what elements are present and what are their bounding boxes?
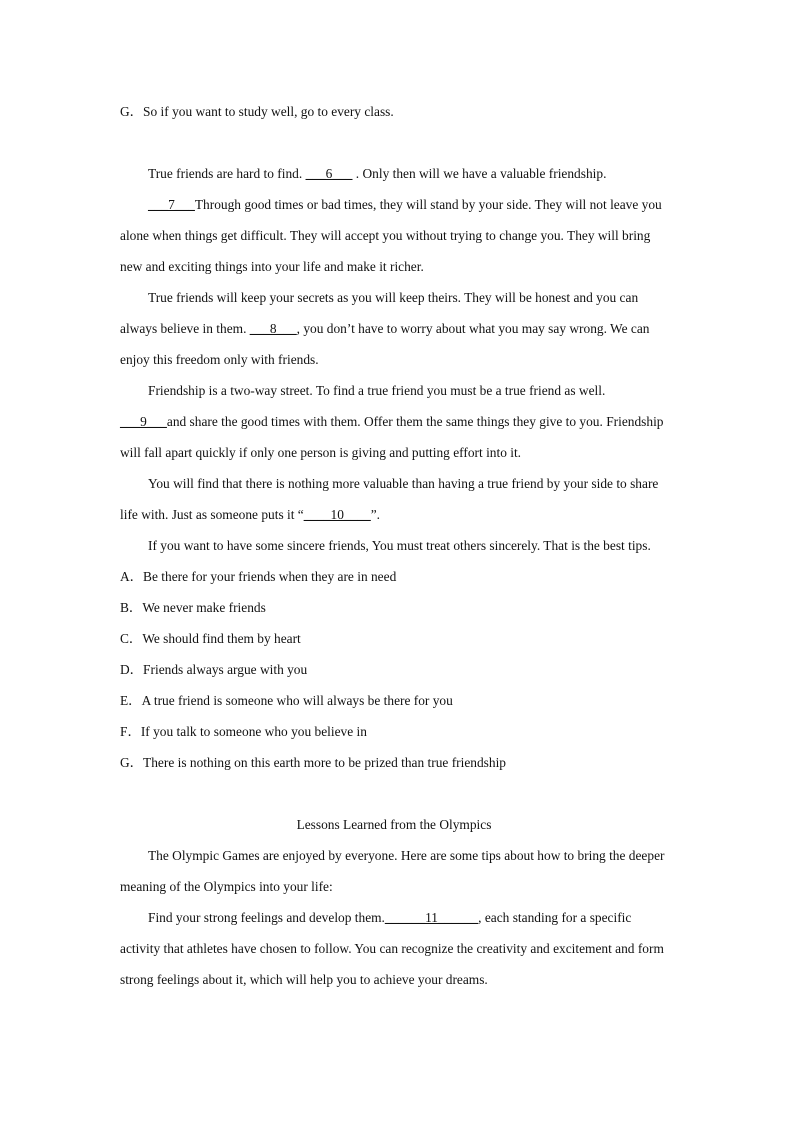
paragraph-6: If you want to have some sincere friends, You must treat others sincerely. That is the best tips.	[148, 538, 651, 553]
option-b: B．We never make friends	[120, 600, 266, 615]
text-segment: , you don’t have to worry about what you may say wrong. We can enjoy this freedom only with friends.	[120, 321, 650, 367]
blank-10: ____10____	[303, 507, 371, 522]
paragraph-1	[120, 158, 668, 189]
paragraph-3	[120, 282, 668, 375]
passage-olympics	[120, 809, 668, 995]
spacer	[120, 127, 668, 158]
option-a: A．Be there for your friends when they are in need	[120, 569, 397, 584]
document-page	[120, 96, 668, 995]
spacer	[120, 778, 668, 809]
option-c: C．We should find them by heart	[120, 631, 301, 646]
text-segment: . Only then will we have a valuable friendship.	[352, 166, 607, 181]
blank-11: ______11______	[384, 910, 479, 925]
blank-9: ___9___	[120, 414, 167, 429]
text-segment: True friends are hard to find.	[148, 166, 306, 181]
passage-title: Lessons Learned from the Olympics	[296, 817, 492, 832]
option-f: F．If you talk to someone who you believe in	[120, 724, 367, 739]
paragraph-5	[120, 468, 668, 530]
paragraph-2	[120, 189, 668, 282]
text-segment: Find your strong feelings and develop them.	[148, 910, 385, 925]
text-segment: You will find that there is nothing more valuable than having a true friend by your side to share life with. Just as someone puts it “	[120, 476, 659, 522]
option-g: G．There is nothing on this earth more to be prized than true friendship	[120, 755, 506, 770]
text-segment: and share the good times with them. Offer them the same things they give to you. Friendship will fall apart quickly if only one person is giving and putting effort into it.	[120, 414, 664, 460]
option-d: D．Friends always argue with you	[120, 662, 308, 677]
text-segment: Friendship is a two-way street. To find a true friend you must be a true friend as well.	[148, 383, 606, 398]
text-segment: , each standing for a specific activity that athletes have chosen to follow. You can recognize the creativity and excitement and form strong feelings about it, which will help you to achieve your dreams.	[120, 910, 664, 987]
text-segment: ”.	[370, 507, 380, 522]
blank-8: ___8___	[249, 321, 297, 336]
blank-7: ___7___	[148, 197, 195, 212]
paragraph-4	[120, 375, 668, 468]
passage-friendship	[120, 158, 668, 778]
paragraph-2	[120, 902, 668, 995]
option-e: E．A true friend is someone who will always be there for you	[120, 693, 453, 708]
blank-6: ___6___	[305, 166, 353, 181]
text-segment: True friends will keep your secrets as you will keep theirs. They will be honest and you can always believe in them.	[120, 290, 639, 336]
paragraph-1: The Olympic Games are enjoyed by everyone. Here are some tips about how to bring the deeper meaning of the Olympics into your life:	[120, 848, 665, 894]
previous-option-g: G．So if you want to study well, go to every class.	[120, 104, 394, 119]
text-segment: Through good times or bad times, they will stand by your side. They will not leave you alone when things get difficult. They will accept you without trying to change you. They will bring new and exciting things into your life and make it richer.	[120, 197, 662, 274]
